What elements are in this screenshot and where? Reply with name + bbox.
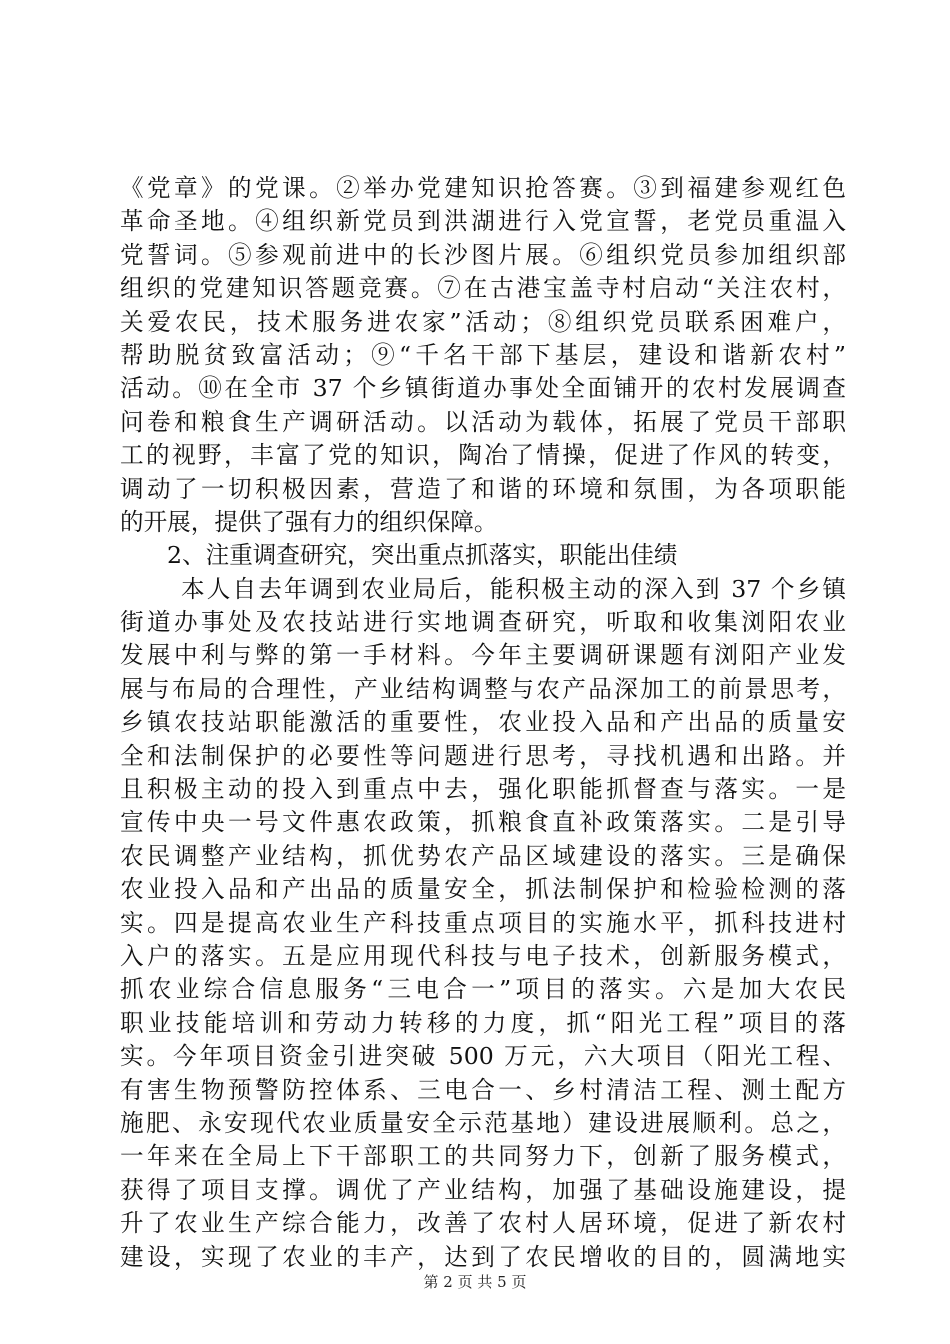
text-line: 组织的党建知识答题竞赛。⑦在古港宝盖寺村启动“关注农村， [120, 274, 846, 303]
text-line: 调动了一切积极因素，营造了和谐的环境和氛围，为各项职能 [120, 474, 846, 503]
text-line: 升了农业生产综合能力，改善了农村人居环境，促进了新农村 [120, 1209, 846, 1238]
paragraph-2 [120, 573, 846, 1274]
text-line: 农业投入品和产出品的质量安全，抓法制保护和检验检测的落 [120, 875, 846, 904]
text-line: 农民调整产业结构，抓优势农产品区域建设的落实。三是确保 [120, 841, 846, 870]
paragraph-1 [120, 172, 846, 539]
text-line: 建设，实现了农业的丰产，达到了农民增收的目的，圆满地实 [120, 1242, 846, 1271]
text-line: 问卷和粮食生产调研活动。以活动为载体，拓展了党员干部职 [120, 407, 846, 436]
text-line: 革命圣地。④组织新党员到洪湖进行入党宣誓，老党员重温入 [120, 207, 846, 236]
text-line: 关爱农民，技术服务进农家”活动；⑧组织党员联系困难户， [120, 307, 846, 336]
text-line: 本人自去年调到农业局后，能积极主动的深入到 37 个乡镇 [181, 574, 846, 603]
page-number-footer: 第 2 页 共 5 页 [423, 1273, 527, 1291]
text-line: 《党章》的党课。②举办党建知识抢答赛。③到福建参观红色 [120, 174, 846, 202]
text-line: 展与布局的合理性，产业结构调整与农产品深加工的前景思考， [120, 674, 846, 703]
text-line: 有害生物预警防控体系、三电合一、乡村清洁工程、测土配方 [120, 1075, 846, 1104]
text-line: 入户的落实。五是应用现代科技与电子技术，创新服务模式， [120, 941, 846, 970]
text-line: 的开展，提供了强有力的组织保障。 [120, 507, 498, 536]
text-line: 获得了项目支撑。调优了产业结构，加强了基础设施建设，提 [120, 1175, 846, 1204]
document-body [120, 172, 846, 1274]
text-line: 街道办事处及农技站进行实地调查研究，听取和收集浏阳农业 [120, 608, 846, 637]
text-line: 一年来在全局上下干部职工的共同努力下，创新了服务模式， [120, 1142, 846, 1171]
text-line: 职业技能培训和劳动力转移的力度，抓“阳光工程”项目的落 [120, 1008, 846, 1037]
text-line: 发展中利与弊的第一手材料。今年主要调研课题有浏阳产业发 [120, 641, 846, 670]
text-line: 帮助脱贫致富活动；⑨“千名干部下基层，建设和谐新农村” [120, 340, 846, 369]
text-line: 活动。⑩在全市 37 个乡镇街道办事处全面铺开的农村发展调查 [120, 374, 846, 403]
text-line: 全和法制保护的必要性等问题进行思考，寻找机遇和出路。并 [120, 741, 846, 770]
text-line: 宣传中央一号文件惠农政策，抓粮食直补政策落实。二是引导 [120, 808, 846, 837]
text-line: 工的视野，丰富了党的知识，陶冶了情操，促进了作风的转变， [120, 441, 846, 470]
text-line: 且积极主动的投入到重点中去，强化职能抓督查与落实。一是 [120, 775, 846, 804]
section-heading: 2、注重调查研究，突出重点抓落实，职能出佳绩 [167, 541, 678, 570]
text-line: 抓农业综合信息服务“三电合一”项目的落实。六是加大农民 [120, 975, 846, 1004]
text-line: 实。今年项目资金引进突破 500 万元，六大项目（阳光工程、 [120, 1042, 846, 1071]
text-line: 实。四是提高农业生产科技重点项目的实施水平，抓科技进村 [120, 908, 846, 937]
text-line: 党誓词。⑤参观前进中的长沙图片展。⑥组织党员参加组织部 [120, 240, 846, 269]
text-line: 施肥、永安现代农业质量安全示范基地）建设进展顺利。总之， [120, 1108, 846, 1137]
text-line: 乡镇农技站职能激活的重要性，农业投入品和产出品的质量安 [120, 708, 846, 737]
